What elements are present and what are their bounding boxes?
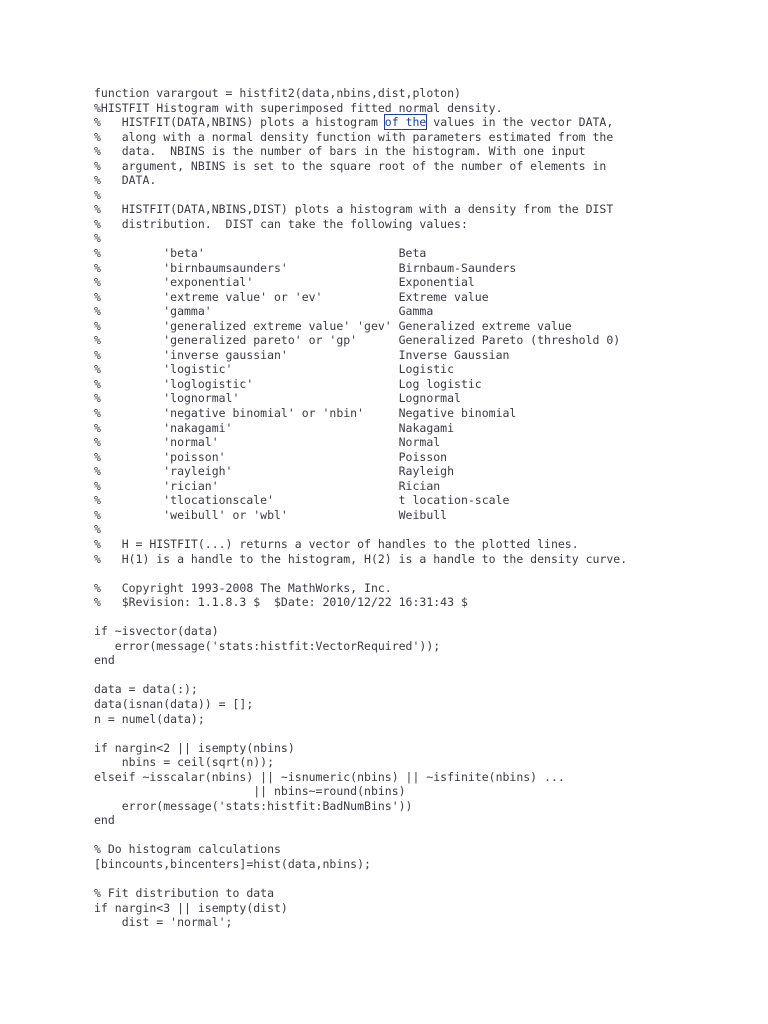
code-text: % 'rician' Rician xyxy=(94,478,441,493)
code-line xyxy=(94,741,627,756)
code-line xyxy=(94,508,627,523)
code-line xyxy=(94,101,627,116)
code-line xyxy=(94,333,627,348)
code-text: % 'generalized pareto' or 'gp' Generalized Pareto (threshold 0) xyxy=(94,333,621,348)
code-text: % DATA. xyxy=(94,173,157,188)
code-line xyxy=(94,290,627,305)
code-text: % Fit distribution to data xyxy=(94,886,275,901)
code-text: % distribution. DIST can take the following values: xyxy=(94,216,468,231)
code-text: error(message('stats:histfit:BadNumBins')) xyxy=(94,798,413,813)
code-text: % argument, NBINS is set to the square root of the number of elements in xyxy=(94,158,607,173)
code-text: % 'negative binomial' or 'nbin' Negative binomial xyxy=(94,406,517,421)
code-line xyxy=(94,231,627,246)
code-text: % along with a normal density function with parameters estimated from the xyxy=(94,129,614,144)
code-line xyxy=(94,348,627,363)
code-line xyxy=(94,304,627,319)
code-line xyxy=(94,784,627,799)
code-line xyxy=(94,537,627,552)
code-text: % H = HISTFIT(...) returns a vector of handles to the plotted lines. xyxy=(94,536,579,551)
code-line xyxy=(94,668,627,683)
code-line xyxy=(94,901,627,916)
code-line xyxy=(94,624,627,639)
code-line xyxy=(94,697,627,712)
code-line xyxy=(94,86,627,101)
code-text: % 'beta' Beta xyxy=(94,246,427,261)
code-text: % 'normal' Normal xyxy=(94,435,441,450)
code-text: % 'inverse gaussian' Inverse Gaussian xyxy=(94,347,510,362)
code-line xyxy=(94,566,627,581)
code-text: if nargin<2 || isempty(nbins) xyxy=(94,740,295,755)
code-line xyxy=(94,435,627,450)
code-text: end xyxy=(94,813,115,828)
code-text: % Copyright 1993-2008 The MathWorks, Inc. xyxy=(94,580,392,595)
code-text: % xyxy=(94,187,101,202)
code-line xyxy=(94,173,627,188)
code-listing xyxy=(94,86,627,930)
code-text: % xyxy=(94,522,101,537)
code-line xyxy=(94,842,627,857)
code-line xyxy=(94,261,627,276)
code-line xyxy=(94,391,627,406)
code-line xyxy=(94,799,627,814)
code-line xyxy=(94,130,627,145)
code-line xyxy=(94,682,627,697)
code-text: function varargout = histfit2(data,nbins,dist,ploton) xyxy=(94,86,461,100)
code-line xyxy=(94,362,627,377)
code-text: %HISTFIT Histogram with superimposed fitted normal density. xyxy=(94,100,503,115)
search-highlight: of the xyxy=(384,115,427,130)
code-line xyxy=(94,493,627,508)
code-text: [bincounts,bincenters]=hist(data,nbins); xyxy=(94,856,371,871)
code-line xyxy=(94,828,627,843)
code-text: data = data(:); xyxy=(94,682,198,697)
code-text: % 'weibull' or 'wbl' Weibull xyxy=(94,507,448,522)
code-text: % xyxy=(94,231,101,246)
code-line xyxy=(94,202,627,217)
code-line xyxy=(94,653,627,668)
code-text: % 'generalized extreme value' 'gev' Generalized extreme value xyxy=(94,318,572,333)
code-line xyxy=(94,421,627,436)
code-line xyxy=(94,319,627,334)
code-text: % HISTFIT(DATA,NBINS) plots a histogram xyxy=(94,115,385,130)
code-line xyxy=(94,595,627,610)
code-line xyxy=(94,144,627,159)
code-line xyxy=(94,857,627,872)
code-text: || nbins~=round(nbins) xyxy=(94,784,406,799)
code-line xyxy=(94,377,627,392)
code-text: if nargin<3 || isempty(dist) xyxy=(94,900,288,915)
code-line xyxy=(94,522,627,537)
code-line xyxy=(94,406,627,421)
code-text: values in the vector DATA, xyxy=(426,115,614,130)
code-line xyxy=(94,581,627,596)
code-text: elseif ~isscalar(nbins) || ~isnumeric(nbins) || ~isfinite(nbins) ... xyxy=(94,769,565,784)
code-text: % Do histogram calculations xyxy=(94,842,281,857)
code-line xyxy=(94,217,627,232)
code-text: n = numel(data); xyxy=(94,711,205,726)
code-line xyxy=(94,450,627,465)
code-text: % HISTFIT(DATA,NBINS,DIST) plots a histogram with a density from the DIST xyxy=(94,202,614,217)
code-text: end xyxy=(94,653,115,668)
code-text: % 'nakagami' Nakagami xyxy=(94,420,455,435)
code-line xyxy=(94,639,627,654)
code-line xyxy=(94,726,627,741)
code-line xyxy=(94,464,627,479)
code-text: % 'rayleigh' Rayleigh xyxy=(94,464,455,479)
code-line xyxy=(94,610,627,625)
code-line xyxy=(94,712,627,727)
code-line xyxy=(94,479,627,494)
code-text: % 'lognormal' Lognormal xyxy=(94,391,461,406)
code-text: dist = 'normal'; xyxy=(94,915,233,930)
code-text: % data. NBINS is the number of bars in the histogram. With one input xyxy=(94,144,586,159)
code-text: % 'exponential' Exponential xyxy=(94,275,475,290)
code-text: % 'gamma' Gamma xyxy=(94,304,434,319)
code-line xyxy=(94,115,627,130)
code-text: % H(1) is a handle to the histogram, H(2) is a handle to the density curve. xyxy=(94,551,628,566)
code-text: nbins = ceil(sqrt(n)); xyxy=(94,755,275,770)
code-line xyxy=(94,872,627,887)
code-text: % 'logistic' Logistic xyxy=(94,362,455,377)
code-text: % 'poisson' Poisson xyxy=(94,449,448,464)
code-line xyxy=(94,813,627,828)
code-line xyxy=(94,275,627,290)
code-line xyxy=(94,915,627,930)
code-text: % 'birnbaumsaunders' Birnbaum-Saunders xyxy=(94,260,517,275)
code-line xyxy=(94,755,627,770)
code-line xyxy=(94,552,627,567)
code-text: % $Revision: 1.1.8.3 $ $Date: 2010/12/22 16:31:43 $ xyxy=(94,595,468,610)
code-text: error(message('stats:histfit:VectorRequired')); xyxy=(94,638,441,653)
code-text: % 'extreme value' or 'ev' Extreme value xyxy=(94,289,489,304)
code-text: % 'tlocationscale' t location-scale xyxy=(94,493,510,508)
code-line xyxy=(94,886,627,901)
code-text: % 'loglogistic' Log logistic xyxy=(94,376,482,391)
code-line xyxy=(94,246,627,261)
code-text: data(isnan(data)) = []; xyxy=(94,696,254,711)
code-line xyxy=(94,770,627,785)
code-text: if ~isvector(data) xyxy=(94,624,219,639)
code-line xyxy=(94,159,627,174)
code-line xyxy=(94,188,627,203)
